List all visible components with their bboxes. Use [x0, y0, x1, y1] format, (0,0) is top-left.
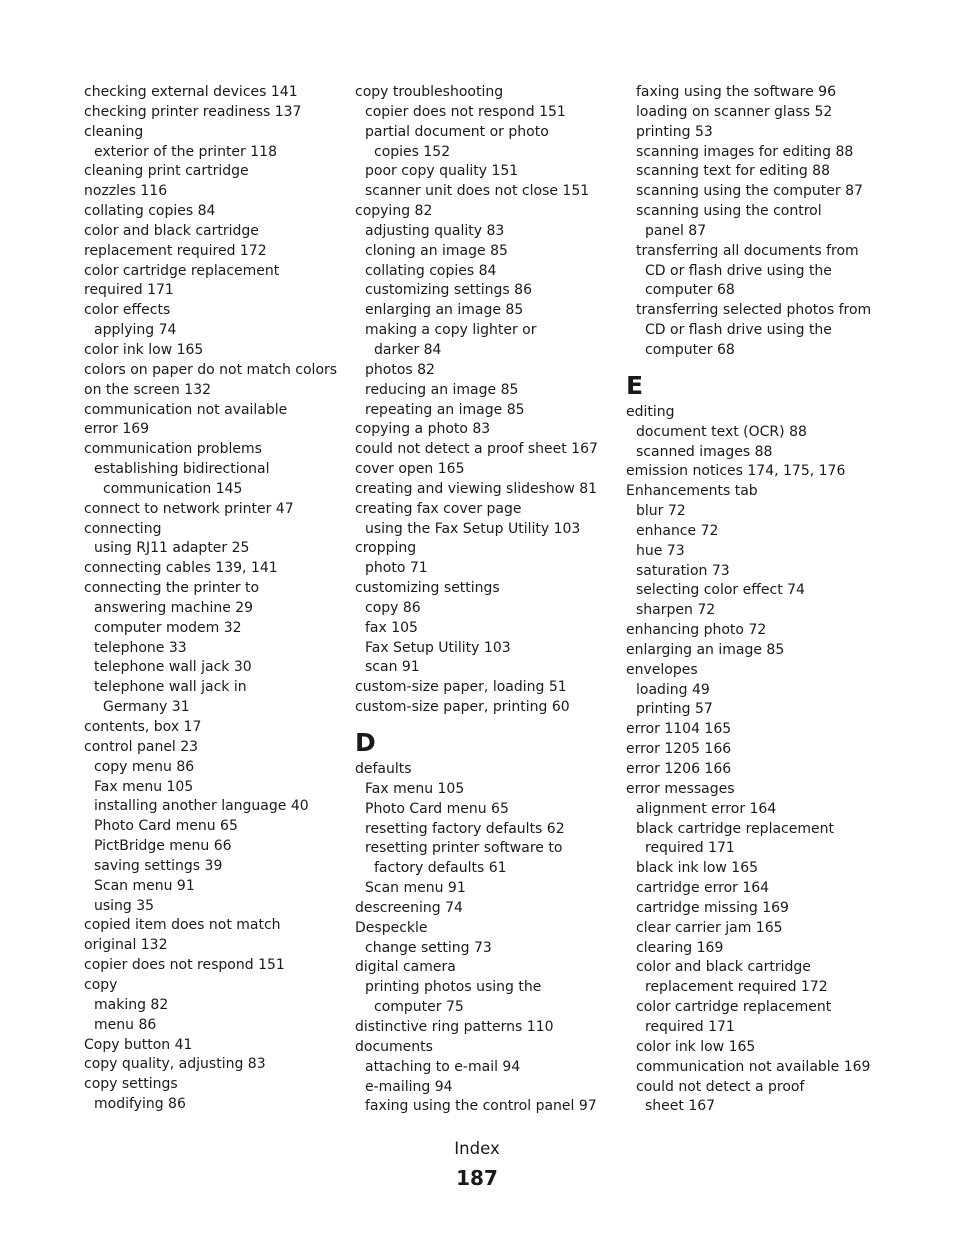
index-subentry: cloning an image 85: [365, 242, 508, 259]
index-column-1: [84, 83, 349, 1115]
index-entry: copy quality, adjusting 83: [84, 1056, 266, 1073]
index-subentry: enlarging an image 85: [365, 302, 524, 319]
index-entry: cleaning print cartridge: [84, 163, 249, 180]
index-entry: defaults: [355, 761, 412, 777]
index-entry: error messages: [626, 780, 735, 797]
index-entry: color ink low 165: [84, 341, 204, 358]
index-entry: collating copies 84: [84, 203, 216, 220]
index-subentry: copier does not respond 151: [365, 103, 566, 120]
index-subentry: required 171: [645, 1018, 735, 1035]
index-subentry: scanner unit does not close 151: [365, 183, 590, 200]
index-subentry: copies 152: [374, 143, 451, 160]
index-entry: enlarging an image 85: [626, 641, 785, 658]
index-subentry: transferring selected photos from: [636, 302, 872, 319]
index-subentry: printing 53: [636, 123, 713, 140]
index-subentry: sharpen 72: [636, 602, 716, 619]
footer-section-label: Index: [454, 1139, 500, 1158]
index-subentry: Fax menu 105: [365, 780, 465, 797]
index-subentry: scanning images for editing 88: [636, 143, 854, 160]
index-entry: connecting cables 139, 141: [84, 560, 278, 577]
index-subentry: darker 84: [374, 341, 442, 358]
index-subentry: color cartridge replacement: [636, 999, 832, 1016]
index-subentry: adjusting quality 83: [365, 222, 505, 239]
index-entry: error 1206 166: [626, 761, 732, 777]
index-subentry: factory defaults 61: [374, 860, 507, 877]
index-entry: editing: [626, 403, 675, 420]
index-subentry: applying 74: [94, 322, 177, 339]
index-subentry: Fax menu 105: [94, 778, 194, 795]
index-subentry: reducing an image 85: [365, 381, 519, 398]
index-entry: colors on paper do not match colors: [84, 361, 338, 378]
page-number: 187: [456, 1166, 498, 1190]
index-entry: checking external devices 141: [84, 84, 298, 100]
index-subentry: computer 68: [645, 341, 735, 358]
index-entry: cropping: [355, 540, 417, 557]
index-subentry: resetting printer software to: [365, 840, 563, 857]
index-subentry: using 35: [94, 897, 155, 914]
index-subentry: exterior of the printer 118: [94, 143, 277, 160]
index-subentry: telephone wall jack 30: [94, 659, 252, 676]
index-subentry: photos 82: [365, 361, 435, 378]
index-entry: connecting the printer to: [84, 580, 260, 597]
index-subentry: resetting factory defaults 62: [365, 820, 565, 837]
index-subentry: transferring all documents from: [636, 242, 859, 259]
index-entry: Copy button 41: [84, 1036, 193, 1053]
index-entry: envelopes: [626, 661, 698, 678]
index-subentry: attaching to e-mail 94: [365, 1058, 521, 1075]
index-subentry: menu 86: [94, 1016, 157, 1033]
index-entry: creating fax cover page: [355, 500, 522, 517]
index-entry: copier does not respond 151: [84, 957, 285, 974]
index-entry: digital camera: [355, 959, 456, 976]
index-subentry: using the Fax Setup Utility 103: [365, 520, 581, 537]
index-subentry: scanned images 88: [636, 443, 773, 460]
index-entry: error 169: [84, 421, 150, 438]
index-entry: required 171: [84, 282, 174, 299]
index-entry: color cartridge replacement: [84, 262, 280, 279]
index-subentry: poor copy quality 151: [365, 163, 519, 180]
index-entry: copied item does not match: [84, 917, 281, 934]
index-subentry: clear carrier jam 165: [636, 919, 783, 936]
index-subentry: copy menu 86: [94, 758, 195, 775]
index-entry: documents: [355, 1038, 433, 1055]
index-subentry: partial document or photo: [365, 123, 549, 140]
index-subentry: communication 145: [103, 480, 243, 497]
index-subentry: panel 87: [645, 222, 707, 239]
index-entry: custom-size paper, printing 60: [355, 699, 570, 716]
index-subentry: could not detect a proof: [636, 1078, 805, 1095]
index-entry: original 132: [84, 937, 168, 954]
index-subentry: computer 75: [374, 999, 464, 1016]
index-entry: checking printer readiness 137: [84, 103, 302, 120]
index-entry: copy: [84, 976, 118, 993]
index-subentry: faxing using the software 96: [636, 84, 836, 100]
index-subentry: document text (OCR) 88: [636, 423, 807, 440]
index-entry: connect to network printer 47: [84, 500, 294, 517]
index-subentry: replacement required 172: [645, 979, 828, 996]
index-entry: enhancing photo 72: [626, 622, 767, 639]
index-subentry: black ink low 165: [636, 860, 759, 877]
index-subentry: cartridge error 164: [636, 880, 770, 897]
index-subentry: black cartridge replacement: [636, 820, 834, 837]
index-subentry: making a copy lighter or: [365, 322, 537, 339]
index-subentry: copy 86: [365, 599, 421, 616]
index-subentry: Photo Card menu 65: [365, 800, 509, 817]
index-entry: Despeckle: [355, 919, 428, 936]
index-subentry: enhance 72: [636, 522, 719, 539]
index-subentry: selecting color effect 74: [636, 582, 805, 599]
index-subentry: scanning using the computer 87: [636, 183, 863, 200]
index-subentry: scanning text for editing 88: [636, 163, 830, 180]
index-subentry: e-mailing 94: [365, 1078, 453, 1095]
index-subentry: color and black cartridge: [636, 959, 811, 976]
index-subentry: loading 49: [636, 681, 710, 698]
index-subentry: collating copies 84: [365, 262, 497, 279]
index-subentry: telephone 33: [94, 639, 187, 656]
index-entry: cleaning: [84, 123, 144, 140]
index-subentry: computer modem 32: [94, 619, 242, 636]
index-entry: customizing settings: [355, 580, 500, 597]
index-entry: nozzles 116: [84, 183, 168, 200]
index-subentry: printing photos using the: [365, 979, 542, 996]
index-subentry: installing another language 40: [94, 798, 309, 815]
index-subentry: photo 71: [365, 560, 428, 577]
index-subentry: Photo Card menu 65: [94, 818, 238, 835]
index-entry: could not detect a proof sheet 167: [355, 441, 598, 458]
index-subentry: scan 91: [365, 659, 420, 676]
index-subentry: Scan menu 91: [365, 880, 466, 897]
index-subentry: faxing using the control panel 97: [365, 1098, 597, 1115]
index-letter-heading: D: [355, 728, 376, 757]
index-subentry: saturation 73: [636, 562, 730, 579]
index-subentry: Scan menu 91: [94, 877, 195, 894]
index-entry: copy troubleshooting: [355, 84, 504, 100]
index-subentry: customizing settings 86: [365, 282, 532, 299]
index-subentry: cartridge missing 169: [636, 899, 789, 916]
index-entry: error 1104 165: [626, 721, 732, 738]
index-subentry: hue 73: [636, 542, 685, 559]
index-entry: copying a photo 83: [355, 421, 491, 438]
index-subentry: clearing 169: [636, 939, 724, 956]
index-subentry: repeating an image 85: [365, 401, 525, 418]
index-subentry: sheet 167: [645, 1098, 716, 1115]
index-column-3: [626, 83, 891, 1117]
index-entry: control panel 23: [84, 738, 199, 755]
index-subentry: CD or flash drive using the: [645, 322, 832, 339]
index-subentry: fax 105: [365, 619, 418, 636]
index-subentry: scanning using the control: [636, 203, 822, 220]
index-subentry: PictBridge menu 66: [94, 838, 232, 855]
index-entry: cover open 165: [355, 461, 465, 478]
index-subentry: blur 72: [636, 503, 686, 520]
index-entry: error 1205 166: [626, 741, 732, 758]
index-subentry: saving settings 39: [94, 857, 223, 874]
index-subentry: Germany 31: [103, 699, 190, 716]
index-entry: copy settings: [84, 1076, 178, 1093]
index-entry: on the screen 132: [84, 381, 212, 398]
index-entry: communication problems: [84, 441, 262, 458]
index-subentry: modifying 86: [94, 1096, 186, 1113]
index-entry: distinctive ring patterns 110: [355, 1018, 554, 1035]
index-entry: descreening 74: [355, 899, 463, 916]
index-subentry: establishing bidirectional: [94, 461, 270, 478]
index-entry: communication not available: [84, 401, 288, 418]
index-column-2: [355, 83, 620, 1117]
index-entry: color effects: [84, 302, 171, 319]
index-entry: copying 82: [355, 203, 433, 220]
index-entry: connecting: [84, 520, 162, 537]
index-subentry: CD or flash drive using the: [645, 262, 832, 279]
index-subentry: answering machine 29: [94, 599, 254, 616]
index-entry: replacement required 172: [84, 242, 267, 259]
index-entry: custom-size paper, loading 51: [355, 679, 567, 696]
index-subentry: computer 68: [645, 282, 735, 299]
index-entry: emission notices 174, 175, 176: [626, 463, 846, 480]
index-subentry: Fax Setup Utility 103: [365, 639, 511, 656]
index-subentry: using RJ11 adapter 25: [94, 540, 250, 557]
index-subentry: printing 57: [636, 701, 713, 718]
index-subentry: alignment error 164: [636, 800, 777, 817]
index-subentry: making 82: [94, 996, 169, 1013]
index-entry: contents, box 17: [84, 719, 202, 735]
index-subentry: communication not available 169: [636, 1058, 871, 1075]
index-subentry: telephone wall jack in: [94, 679, 247, 696]
index-letter-heading: E: [626, 370, 644, 400]
index-subentry: color ink low 165: [636, 1038, 756, 1055]
index-entry: Enhancements tab: [626, 483, 758, 500]
index-subentry: required 171: [645, 840, 735, 857]
index-entry: creating and viewing slideshow 81: [355, 480, 598, 497]
index-subentry: loading on scanner glass 52: [636, 103, 833, 120]
index-subentry: change setting 73: [365, 939, 492, 956]
index-entry: color and black cartridge: [84, 222, 259, 239]
